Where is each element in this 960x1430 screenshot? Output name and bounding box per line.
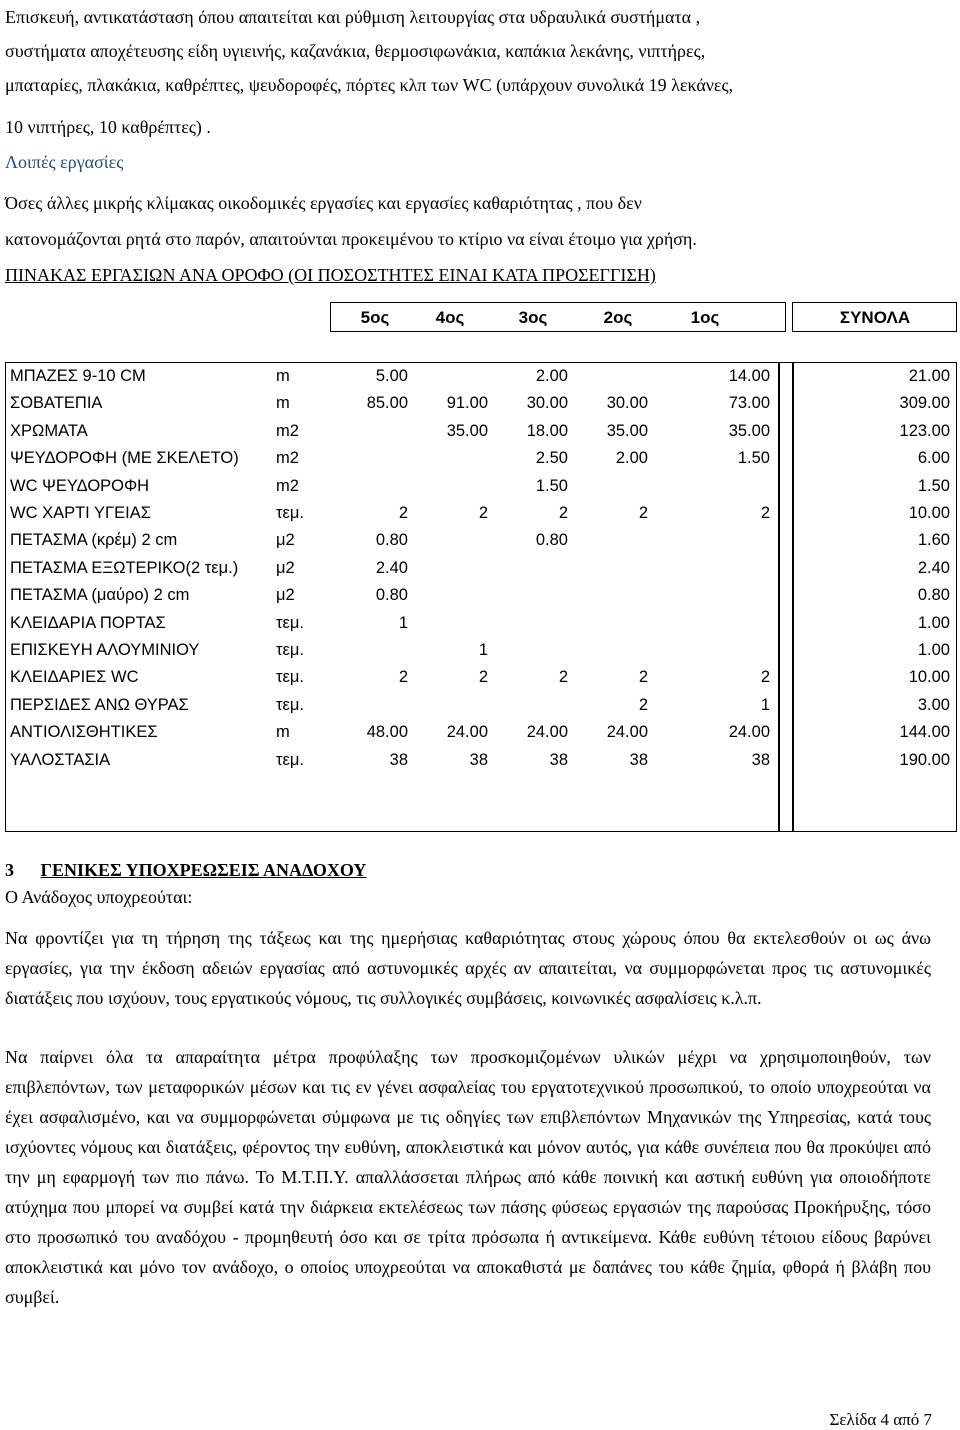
cell-f3: 1.50 [535,476,568,495]
cell-unit: τεμ. [276,668,304,687]
cell-f2: 30.00 [606,394,648,413]
cell-f5: 38 [389,750,408,769]
cell-unit: m [276,367,290,385]
cell-unit: τεμ. [276,695,304,714]
cell-f4: 2 [478,504,488,522]
page-footer: Σελίδα 4 από 7 [829,1410,932,1429]
cell-f3: 2.50 [535,449,568,468]
table-title: ΠΙΝΑΚΑΣ ΕΡΓΑΣΙΩΝ ΑΝΑ ΟΡΟΦΟ (ΟΙ ΠΟΣΟΣΤΗΤΕΣ ΕΙΝΑΙ ΚΑΤΑ ΠΡΟΣΕΓΓΙΣΗ) [5,265,656,285]
cell-unit: m2 [276,449,299,468]
cell-item: ΚΛΕΙΔΑΡΙΑ ΠΟΡΤΑΣ [10,613,166,632]
cell-f5: 48.00 [366,723,408,742]
section3-heading [5,860,366,881]
cell-item: WC ΧΑΡΤΙ ΥΓΕΙΑΣ [10,504,151,522]
cell-total: 21.00 [908,367,950,385]
cell-f1: 35.00 [728,421,770,440]
section3-title: ΓΕΝΙΚΕΣ ΥΠΟΧΡΕΩΣΕΙΣ ΑΝΑΔΟΧΟΥ [40,860,367,880]
table-row [10,751,955,778]
cell-f1: 24.00 [728,723,770,742]
table-row [10,641,955,668]
cell-f4: 1 [478,641,488,659]
cell-f2: 35.00 [606,421,648,440]
table-row [10,367,955,394]
cell-item: ΕΠΙΣΚΕΥΗ ΑΛΟΥΜΙΝΙΟΥ [10,641,200,659]
cell-f3: 0.80 [535,531,568,550]
table-row [10,504,955,531]
intro-line-2: συστήματα αποχέτευσης είδη υγιεινής, καζανάκια, θερμοσιφωνάκια, καπάκια λεκάνης, νιπτήρες, [5,41,706,61]
cell-f4: 38 [469,750,488,769]
cell-f5: 2.40 [375,558,408,577]
cell-f5: 0.80 [375,586,408,605]
cell-total: 10.00 [908,504,950,522]
cell-f1: 2 [760,668,770,687]
cell-f5: 2 [398,668,408,687]
cell-unit: μ2 [276,558,295,577]
cell-f4: 35.00 [446,421,488,440]
cell-f5: 5.00 [375,367,408,385]
cell-f3: 24.00 [526,723,568,742]
other-works-line-1: Όσες άλλες μικρής κλίμακας οικοδομικές εργασίες και εργασίες καθαριότητας , που δεν [5,193,642,213]
table-row [10,422,955,449]
cell-f1: 73.00 [728,394,770,413]
cell-item: ΠΕΤΑΣΜΑ ΕΞΩΤΕΡΙΚΟ(2 τεμ.) [10,558,239,577]
cell-f1: 2 [760,504,770,522]
cell-f2: 2.00 [615,449,648,468]
paragraph-1: Να φροντίζει για τη τήρηση της τάξεως και της ημερήσιας καθαριότητας στους χώρους όπου θα εκτελεσθούν οι ως άνω εργασίες, για την έκδοση αδειών εργασίας από αστυνομικές αρχές αν απαιτείται, να συμμορφώνεται προς τις αστυνομικές διατάξεις που ισχύουν, τους εργατικούς νόμους, τις συλλογικές συμβάσεις, κοινωνικές ασφαλίσεις κ.λ.π. [5,928,931,1008]
cell-f1: 38 [751,750,770,769]
cell-total: 3.00 [917,695,950,714]
cell-unit: μ2 [276,531,295,550]
cell-f5: 85.00 [366,394,408,413]
cell-item: WC ΨΕΥΔΟΡΟΦΗ [10,476,150,495]
table-row [10,696,955,723]
cell-total: 1.60 [917,531,950,550]
table-row [10,531,955,558]
cell-f5: 1 [398,613,408,632]
cell-item: ΠΕΤΑΣΜΑ (κρέμ) 2 cm [10,531,178,550]
cell-f2: 38 [629,750,648,769]
cell-total: 1.50 [917,476,950,495]
header-floor-5: 5ος [360,308,390,327]
cell-f1: 1.50 [737,449,770,468]
cell-f4: 2 [478,668,488,687]
cell-item: ΧΡΩΜΑΤΑ [10,421,88,440]
table-row [10,559,955,586]
cell-unit: m2 [276,421,299,440]
cell-item: ΚΛΕΙΔΑΡΙΕΣ WC [10,668,139,687]
cell-unit: μ2 [276,586,295,605]
cell-total: 0.80 [917,586,950,605]
table-row [10,668,955,695]
cell-f3: 18.00 [526,421,568,440]
intro-line-1: Επισκευή, αντικατάσταση όπου απαιτείται και ρύθμιση λειτουργίας στα υδραυλικά συστήματα , [5,7,701,27]
cell-total: 144.00 [899,723,950,742]
cell-f3: 38 [549,750,568,769]
other-works-line-2: κατονομάζονται ρητά στο παρόν, απαιτούνται προκειμένου το κτίριο να είναι έτοιμο για χρήση. [5,229,697,249]
cell-item: ΣΟΒΑΤΕΠΙΑ [10,394,103,413]
cell-item: ΑΝΤΙΟΛΙΣΘΗΤΙΚΕΣ [10,723,158,742]
cell-total: 6.00 [917,449,950,468]
cell-f5: 2 [398,504,408,522]
cell-item: ΜΠΑΖΕΣ 9-10 CM [10,367,146,385]
cell-total: 123.00 [899,421,950,440]
cell-f3: 30.00 [526,394,568,413]
cell-unit: τεμ. [276,504,304,522]
cell-total: 309.00 [899,394,950,413]
cell-unit: τεμ. [276,750,304,769]
intro-line-4: 10 νιπτήρες, 10 καθρέπτες) . [5,117,211,137]
header-floor-3: 3ος [518,308,548,327]
cell-total: 190.00 [899,750,950,769]
cell-unit: m [276,394,290,413]
header-totals: ΣΥΝΟΛΑ [839,308,911,327]
table-row [10,614,955,641]
table-row [10,586,955,613]
cell-total: 1.00 [917,641,950,659]
cell-f3: 2 [558,504,568,522]
cell-unit: τεμ. [276,641,304,659]
cell-total: 10.00 [908,668,950,687]
cell-f3: 2.00 [535,367,568,385]
cell-f1: 14.00 [728,367,770,385]
table-row [10,723,955,750]
table-row [10,477,955,504]
cell-f5: 0.80 [375,531,408,550]
cell-f4: 24.00 [446,723,488,742]
cell-item: ΠΕΡΣΙΔΕΣ ΑΝΩ ΘΥΡΑΣ [10,695,189,714]
intro-line-3: μπαταρίες, πλακάκια, καθρέπτες, ψευδοροφές, πόρτες κλπ των WC (υπάρχουν συνολικά 19 λεκάνες, [5,75,734,95]
table-row [10,394,955,421]
cell-f1: 1 [760,695,770,714]
table-row [10,449,955,476]
section3-intro: Ο Ανάδοχος υποχρεούται: [5,887,193,907]
section3-number: 3 [5,860,14,880]
cell-f2: 2 [638,504,648,522]
cell-f2: 24.00 [606,723,648,742]
cell-unit: τεμ. [276,613,304,632]
cell-total: 2.40 [917,558,950,577]
cell-item: ΠΕΤΑΣΜΑ (μαύρο) 2 cm [10,586,190,605]
other-works-heading: Λοιπές εργασίες [5,152,124,172]
cell-f2: 2 [638,668,648,687]
cell-unit: m [276,723,290,742]
cell-item: ΥΑΛΟΣΤΑΣΙΑ [10,750,111,769]
cell-unit: m2 [276,476,299,495]
cell-f4: 91.00 [446,394,488,413]
header-floor-1: 1ος [690,308,720,327]
cell-item: ΨΕΥΔΟΡΟΦΗ (ΜΕ ΣΚΕΛΕΤΟ) [10,449,239,468]
cell-total: 1.00 [917,613,950,632]
header-floor-2: 2ος [603,308,633,327]
paragraph-2: Να παίρνει όλα τα απαραίτητα μέτρα προφύλαξης των προσκομιζομένων υλικών μέχρι να χρησιμοποιηθούν, των επιβλεπόντων, των μεταφορικών μέσων και τις εν γένει ασφαλείας του εργατοτεχνικού προσωπικού, το οποίο υποχρεούται να έχει ασφαλισμένο, και να συμμορφώνεται σύμφωνα με τις οδηγίες των επιβλεπόντων Μηχανικών της Υπηρεσίας, κατά τους ισχύοντες νόμους και διατάξεις, φέροντος την ευθύνη, αποκλειστικά και μόνον αυτός, για κάθε συνέπεια που θα προκύψει από την μη εφαρμογή των πιο πάνω. Το Μ.Τ.Π.Υ. απαλλάσσεται πλήρως από κάθε ποινική και αστική ευθύνη για οποιοδήποτε ατύχημα που μπορεί να συμβεί κατά την διάρκεια εκτελέσεως των πάσης φύσεως εργασιών της παρούσας Προκήρυξης, τόσο στο προσωπικό του αναδόχου - προμηθευτή όσο και σε τρίτα πρόσωπα ή αντικείμενα. Κάθε ευθύνη τέτοιου είδους βαρύνει αποκλειστικά και μόνο τον ανάδοχο, ο οποίος υποχρεούται να αποκαθιστά με δαπάνες του κάθε ζημία, φθορά ή βλάβη που συμβεί. [5,1047,931,1307]
header-floor-4: 4ος [435,308,465,327]
cell-f2: 2 [638,695,648,714]
cell-f3: 2 [558,668,568,687]
